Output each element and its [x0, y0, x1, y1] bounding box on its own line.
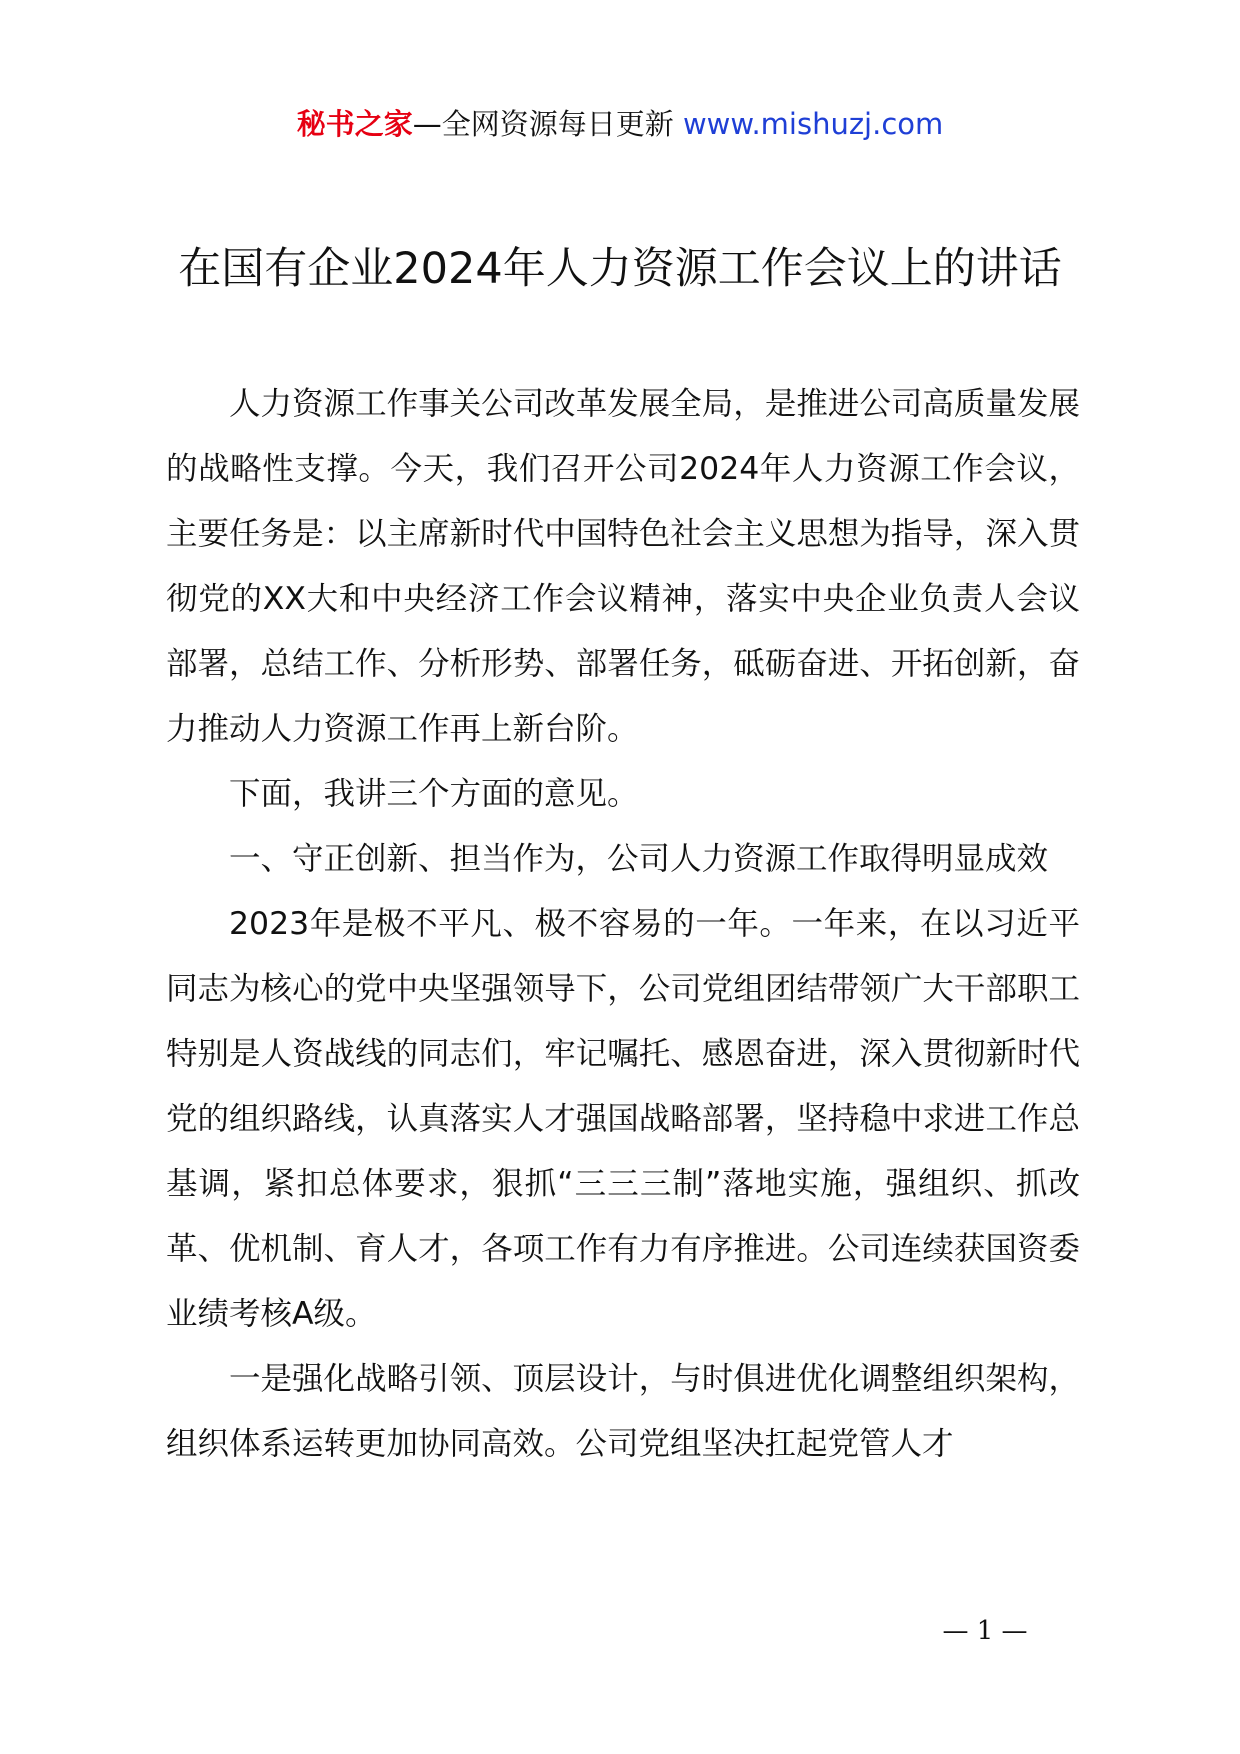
section-heading: 一、守正创新、担当作为，公司人力资源工作取得明显成效: [229, 841, 1049, 877]
paragraph: 人力资源工作事关公司改革发展全局，是推进公司高质量发展的战略性支撑。今天，我们召开公司2024年人力资源工作会议，主要任务是：以主席新时代中国特色社会主义思想为指导，深入贯彻党的XX大和中央经济工作会议精神，落实中央企业负责人会议部署，总结工作、分析形势、部署任务，砥砺奋进、开拓创新，奋力推动人力资源工作再上新台阶。: [166, 386, 1080, 747]
header-tagline: —全网资源每日更新: [412, 107, 683, 141]
paragraph: 2023年是极不平凡、极不容易的一年。一年来，在以习近平同志为核心的党中央坚强领导下，公司党组团结带领广大干部职工特别是人资战线的同志们，牢记嘱托、感恩奋进，深入贯彻新时代党的组织路线，认真落实人才强国战略部署，坚持稳中求进工作总基调，紧扣总体要求，狠抓“三三三制”落地实施，强组织、抓改革、优机制、育人才，各项工作有力有序推进。公司连续获国资委业绩考核A级。: [166, 906, 1080, 1332]
document-title: 在国有企业2024年人力资源工作会议上的讲话: [178, 244, 1062, 294]
brand-name: 秘书之家: [296, 107, 413, 141]
paragraph: 下面，我讲三个方面的意见。: [229, 776, 639, 812]
site-url-link[interactable]: www.mishuzj.com: [682, 107, 944, 141]
site-header: [0, 104, 1240, 144]
page-number: — 1 —: [942, 1616, 1028, 1646]
document-body: [166, 372, 1080, 1477]
paragraph: 一是强化战略引领、顶层设计，与时俱进优化调整组织架构，组织体系运转更加协同高效。公司党组坚决扛起党管人才: [166, 1361, 1080, 1462]
